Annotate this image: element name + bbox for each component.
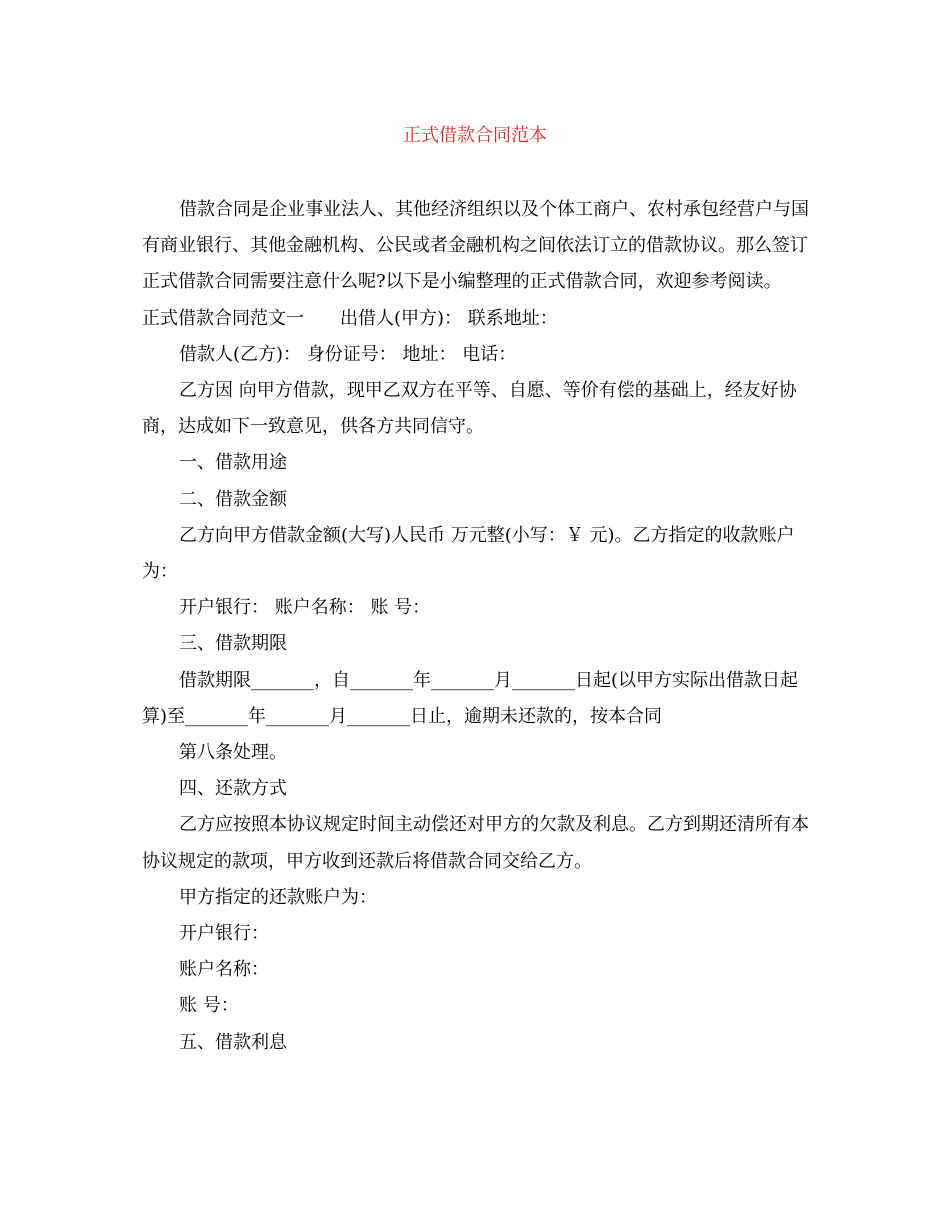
repayment-account-name-line: 账户名称： bbox=[179, 959, 269, 981]
sample-heading-lender-line: 正式借款合同范文一 出借人(甲方)： 联系地址： bbox=[142, 307, 558, 329]
section-heading-term: 三、借款期限 bbox=[179, 633, 287, 655]
section-heading-repayment: 四、还款方式 bbox=[179, 778, 287, 800]
document-title: 正式借款合同范本 bbox=[403, 125, 547, 146]
section-heading-purpose: 一、借款用途 bbox=[179, 452, 287, 474]
agreement-preamble: 乙方因 向甲方借款，现甲乙双方在平等、自愿、等价有偿的基础上，经友好协商，达成如下一致意见，供各方共同信守。 bbox=[142, 380, 797, 438]
intro-paragraph: 借款合同是企业事业法人、其他经济组织以及个体工商户、农村承包经营户与国有商业银行、其他金融机构、公民或者金融机构之间依法订立的借款协议。那么签订正式借款合同需要注意什么呢?以下是小编整理的正式借款合同，欢迎参考阅读。 bbox=[142, 199, 809, 293]
borrower-info-line: 借款人(乙方)： 身份证号： 地址： 电话： bbox=[179, 343, 517, 365]
repayment-bank-line: 开户银行： bbox=[179, 923, 269, 945]
document-body bbox=[142, 192, 810, 1061]
repayment-account-number-line: 账 号： bbox=[179, 995, 239, 1017]
term-paragraph-continued: 第八条处理。 bbox=[179, 742, 287, 764]
repayment-account-heading: 甲方指定的还款账户为： bbox=[179, 886, 377, 908]
section-heading-interest: 五、借款利息 bbox=[179, 1031, 287, 1053]
amount-paragraph: 乙方向甲方借款金额(大写)人民币 万元整(小写：￥ 元)。乙方指定的收款账户为： bbox=[142, 524, 795, 583]
repayment-paragraph: 乙方应按照本协议规定时间主动偿还对甲方的欠款及利息。乙方到期还清所有本协议规定的款项，甲方收到还款后将借款合同交给乙方。 bbox=[142, 814, 809, 872]
term-paragraph: 借款期限_______，自_______年_______月_______日起(以甲方实际出借款日起算)至_______年_______月_______日止，逾期未还款的，按本合同 bbox=[142, 669, 799, 727]
receiving-account-line: 开户银行： 账户名称： 账 号： bbox=[179, 597, 431, 619]
section-heading-amount: 二、借款金额 bbox=[179, 488, 287, 510]
